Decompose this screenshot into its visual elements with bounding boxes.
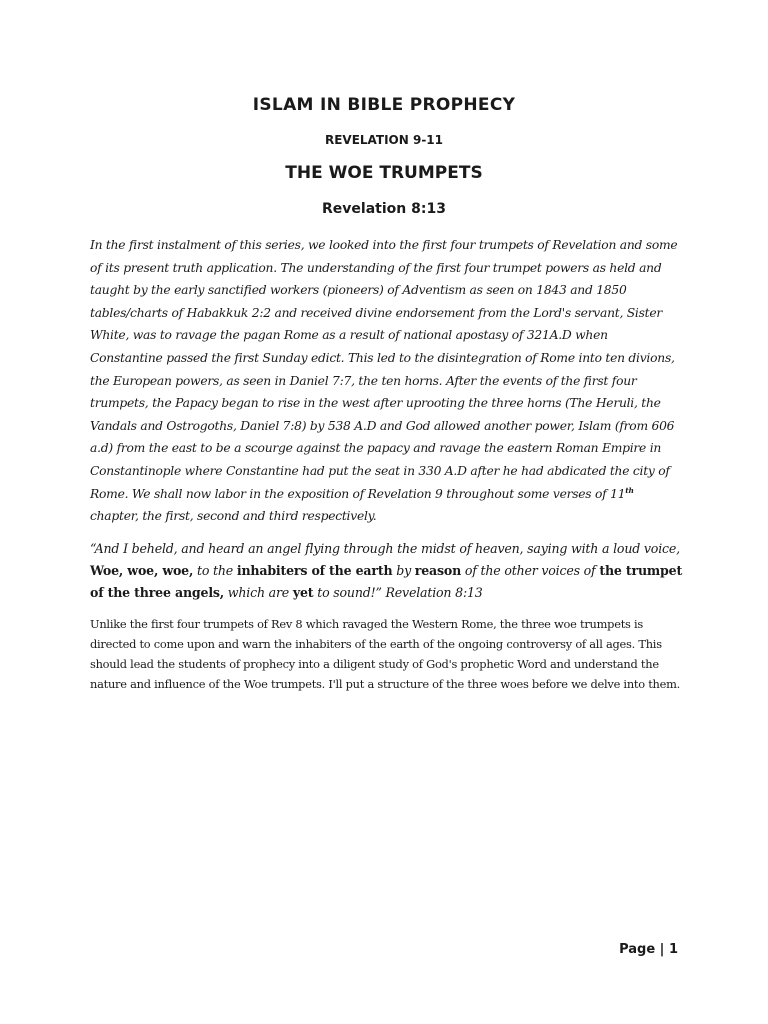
quote-text: which are [223,585,293,600]
quote-emphasis: the trumpet of the three angels, [90,563,683,600]
scripture-quote [90,538,686,604]
document-title: ISLAM IN BIBLE PROPHECY [252,95,516,115]
quote-text: of the other voices of [461,563,600,578]
quote-emphasis: Woe, woe, woe, [90,563,194,578]
quote-emphasis: reason [414,563,462,578]
intro-text: In the first instalment of this series, we looked into the first four trumpets of Revelation and some of its present truth application. The understanding of the first four trumpet powers as held and taught by the early sanctified workers (pioneers) of Adventism as seen on 1843 and 1850 tables/charts of Habakkuk 2:2 and received divine endorsement from the Lord's servant, Sister White, was to ravage the pagan Rome as a result of national apostasy of 321A.D when Constantine passed the first Sunday edict. This led to the disintegration of Rome into ten divions, the European powers, as seen in Daniel 7:7, the ten horns. After the events of the first four trumpets, the Papacy began to rise in the west after uprooting the three horns (The Heruli, the Vandals and Ostrogoths, Daniel 7:8) by 538 A.D and God allowed another power, Islam (from 606 a.d) from the east to be a scourge against the papacy and ravage the eastern Roman Empire in Constantinople where Constantine had put the seat in 330 A.D after he had abdicated the city of Rome. We shall now labor in the exposition of Revelation 9 throughout some verses of 11 [90,238,678,501]
ordinal-suffix: th [625,485,634,495]
quote-emphasis: inhabiters of the earth [236,563,393,578]
document-subtitle: REVELATION 9-11 [324,133,444,147]
section-heading: THE WOE TRUMPETS [285,163,483,183]
quote-text: by [392,563,415,578]
quote-text: to the [193,563,237,578]
quote-text: to sound!” Revelation 8:13 [313,585,483,600]
quote-text: “And I beheld, and heard an angel flying through the midst of heaven, saying with a loud voice, [90,541,680,556]
body-paragraph: Unlike the first four trumpets of Rev 8 which ravaged the Western Rome, the three woe trumpets is directed to come upon and warn the inhabiters of the earth of the ongoing controversy of all ages. This should lead the students of prophecy into a diligent study of God's prophetic Word and understand the nature and influence of the Woe trumpets. I'll put a structure of the three woes before we delve into them. [90,617,681,691]
quote-emphasis: yet [292,585,314,600]
page-number: Page | 1 [619,942,678,957]
scripture-reference: Revelation 8:13 [322,201,446,217]
intro-paragraph [90,234,682,528]
intro-text-end: chapter, the first, second and third respectively. [90,509,377,524]
